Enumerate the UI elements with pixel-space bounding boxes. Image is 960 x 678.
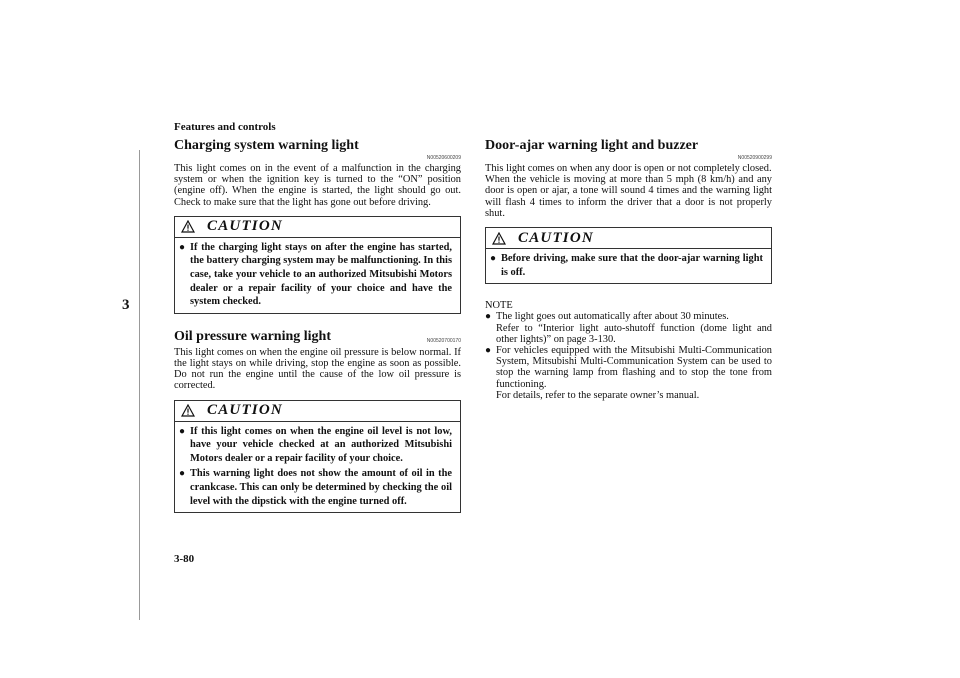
- warning-triangle-icon: [181, 220, 195, 233]
- note-item: [485, 311, 772, 345]
- section-body: This light comes on when the engine oil pressure is below normal. If the light stays on while driving, stop the engine as soon as possible. Do not run the engine until the cause of the low oil pressure is corrected.: [174, 346, 461, 392]
- chapter-number: 3: [122, 297, 130, 313]
- note-line: Refer to “Interior light auto-shutoff function (dome light and other lights)” on page 3-130.: [496, 322, 772, 345]
- section-title: Door-ajar warning light and buzzer: [485, 138, 699, 153]
- right-column: [485, 133, 772, 401]
- section-charging: [174, 133, 461, 314]
- caution-text: If this light comes on when the engine oil level is not low, have your vehicle checked at an authorized Mitsubishi Motors dealer or a repair facility of your choice.: [190, 425, 452, 464]
- section-title: Charging system warning light: [174, 138, 359, 153]
- caution-header: [175, 401, 460, 422]
- bullet-icon: ●: [485, 311, 492, 323]
- caution-item: [175, 424, 460, 467]
- section-code: N00520700170: [426, 337, 461, 344]
- caution-label: CAUTION: [207, 218, 283, 235]
- caution-text: This warning light does not show the amount of oil in the crankcase. This can only be determined by checking the oil level with the dipstick with the engine turned off.: [190, 468, 452, 507]
- section-door-ajar: [485, 133, 772, 401]
- caution-text: Before driving, make sure that the door-ajar warning light is off.: [501, 253, 763, 278]
- note-label: NOTE: [485, 300, 513, 312]
- caution-header: [486, 228, 771, 249]
- section-body: When the vehicle is moving at more than 5 mph (8 km/h) and any door is open or ajar, a tone will sound 4 times and the warning light will flash 4 times to inform the driver that a door is not properly shut.: [485, 174, 772, 219]
- section-code: N00520600209: [426, 155, 461, 161]
- caution-item: [486, 251, 771, 280]
- caution-label: CAUTION: [518, 229, 594, 246]
- caution-item: [175, 466, 460, 509]
- left-column: [174, 133, 461, 513]
- caution-box: [485, 227, 772, 284]
- section-oil-pressure: [174, 324, 461, 513]
- bullet-icon: ●: [179, 241, 186, 253]
- warning-triangle-icon: [181, 404, 195, 417]
- caution-header: [175, 217, 460, 238]
- bullet-icon: ●: [179, 468, 186, 480]
- note-line: For vehicles equipped with the Mitsubishi Multi-Communication System, Mitsubishi Multi-Communication System can be used to stop the warning lamp from flashing and to stop the tone from functioning.: [496, 345, 772, 390]
- page-number: 3-80: [174, 553, 195, 565]
- caution-item: [175, 240, 460, 310]
- section-body: This light comes on when any door is open or not completely closed.: [485, 163, 772, 174]
- section-code: N00520900299: [737, 155, 772, 161]
- warning-triangle-icon: [492, 232, 506, 245]
- caution-label: CAUTION: [207, 402, 283, 419]
- page-header: Features and controls: [174, 121, 276, 133]
- caution-box: [174, 216, 461, 314]
- section-title: Oil pressure warning light: [174, 328, 332, 344]
- note-line: For details, refer to the separate owner’s manual.: [496, 389, 700, 401]
- caution-text: If the charging light stays on after the engine has started, the battery charging system may be malfunctioning. In this case, take your vehicle to an authorized Mitsubishi Motors dealer or a repair facility of your choice and have the system checked.: [190, 241, 452, 308]
- section-body: This light comes on in the event of a malfunction in the charging system or when the ignition key is turned to the “ON” position (engine off). When the engine is started, the light should go out. Check to make sure that the light has gone out before driving.: [174, 163, 461, 208]
- note-item: [485, 345, 772, 401]
- bullet-icon: ●: [485, 345, 492, 357]
- note-line: The light goes out automatically after about 30 minutes.: [496, 311, 729, 323]
- bullet-icon: ●: [490, 253, 497, 265]
- caution-box: [174, 400, 461, 514]
- bullet-icon: ●: [179, 425, 186, 437]
- chapter-tab: [119, 150, 140, 620]
